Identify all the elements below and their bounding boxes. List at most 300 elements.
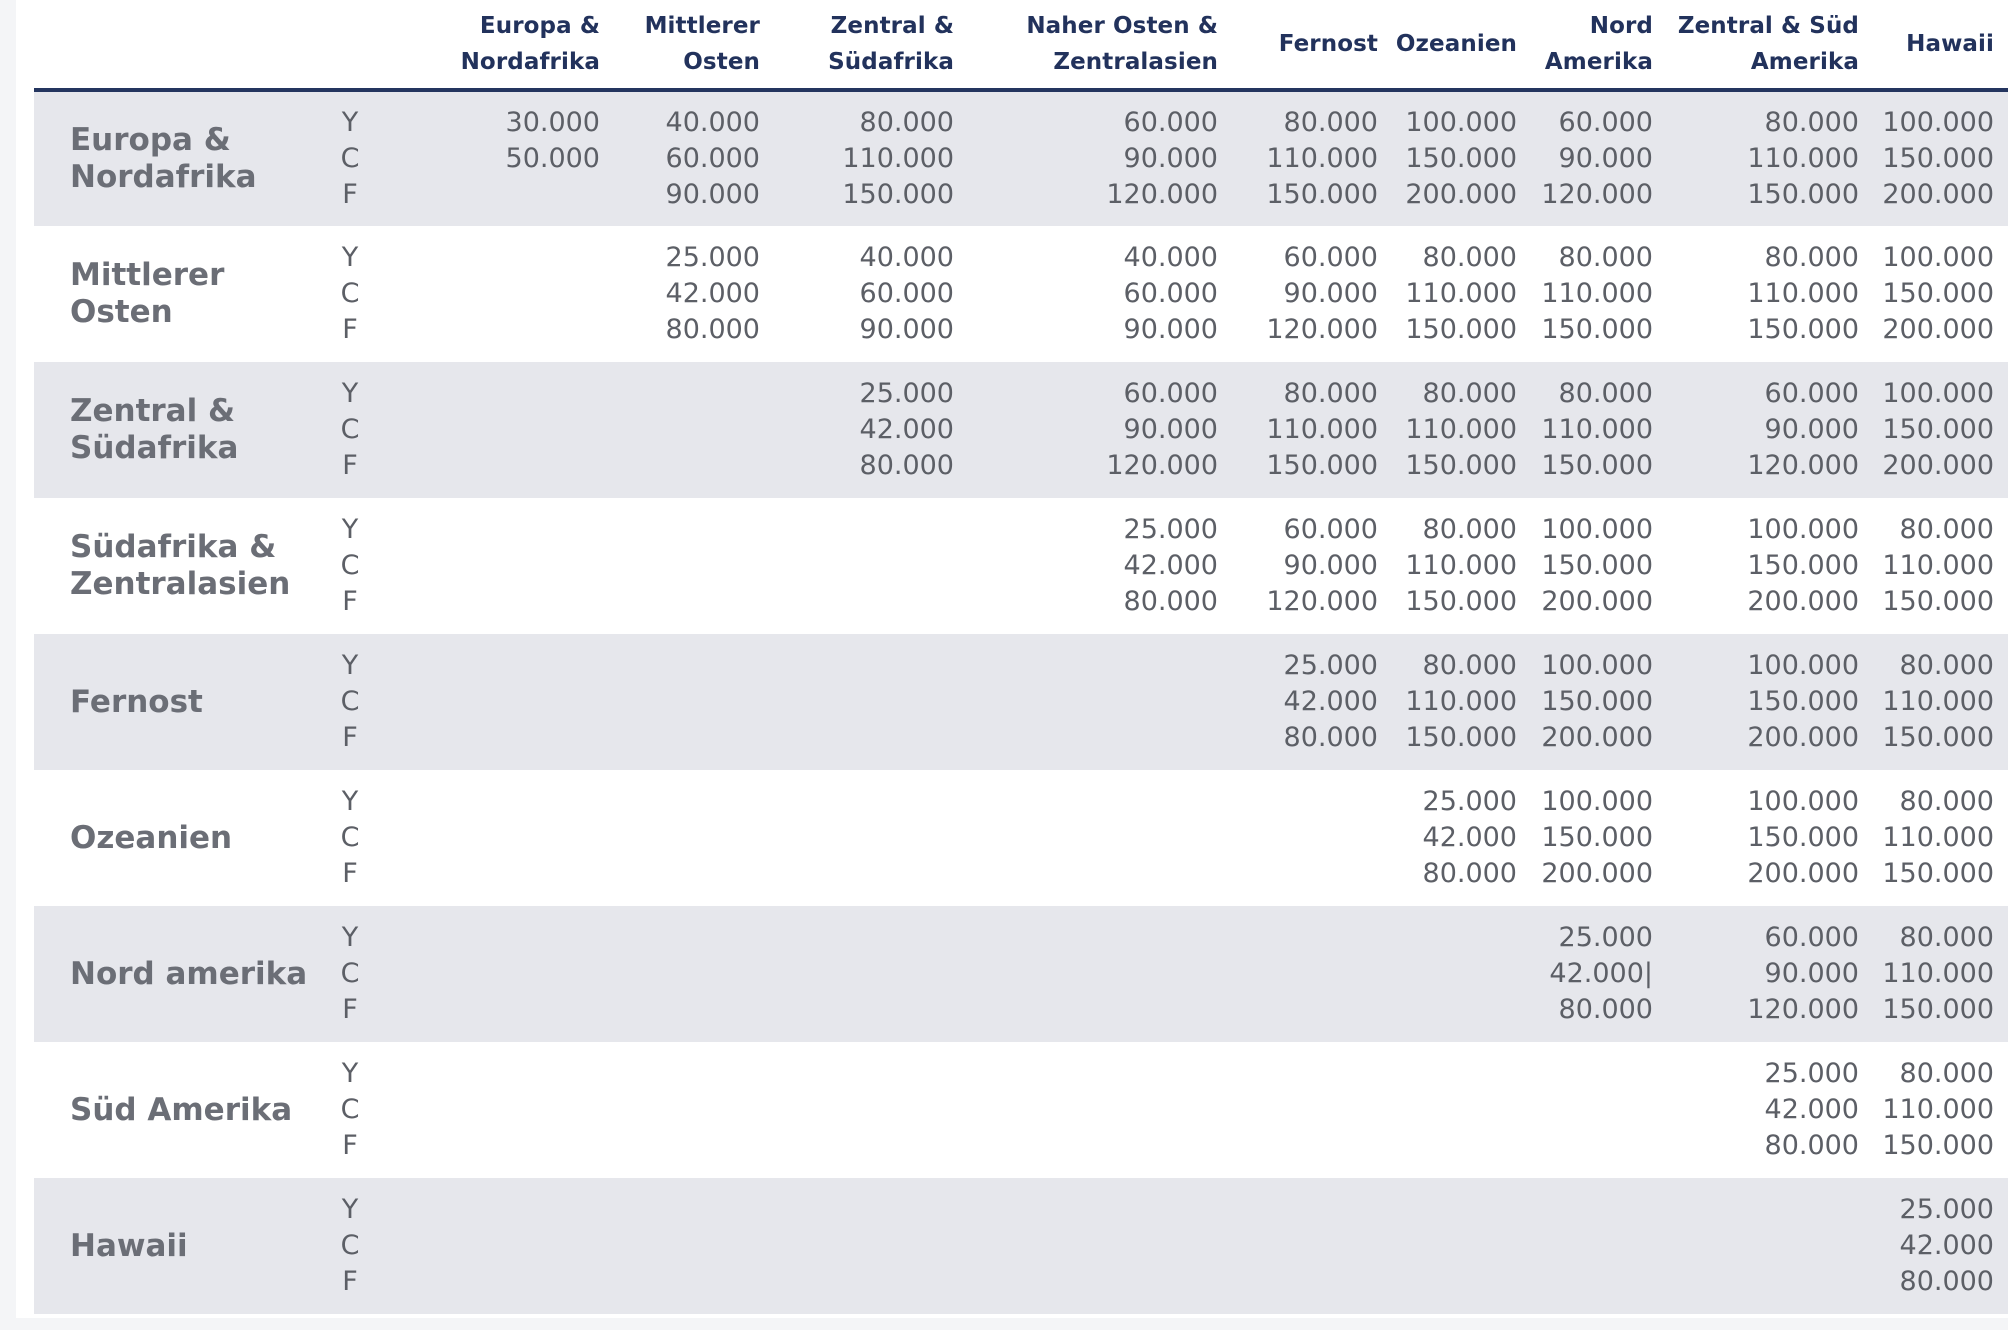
miles-value [968,1128,1218,1164]
column-header [774,0,968,90]
class-labels-cell [330,498,370,634]
value-cell [614,498,774,634]
miles-value [614,584,760,620]
miles-value [614,1092,760,1128]
miles-value [1232,920,1378,956]
miles-value: 200.000 [1405,179,1517,210]
miles-value: 100.000 [1541,786,1653,817]
miles-value: 200.000 [1747,722,1859,753]
miles-value [614,412,760,448]
value-cell [968,1178,1232,1314]
award-table [34,0,2008,1314]
miles-value [1392,920,1517,956]
value-cell [968,362,1232,498]
value-cell [370,770,614,906]
value-cell [1873,90,2008,226]
value-cell [370,362,614,498]
miles-value: 80.000 [1422,378,1517,409]
miles-value [614,820,760,856]
value-cell [614,90,774,226]
miles-value: 110.000 [1541,414,1653,445]
miles-value [1232,1056,1378,1092]
value-cell [1531,1042,1667,1178]
class-label: F [342,179,358,210]
value-cell [968,226,1232,362]
class-label: F [342,994,358,1025]
column-header-label: Nord Amerika [1544,13,1653,75]
table-row [34,362,2008,498]
miles-value [370,720,600,756]
miles-value [968,992,1218,1028]
class-header-cell [330,0,370,90]
miles-value: 100.000 [1882,378,1994,409]
miles-value: 150.000 [1541,450,1653,481]
miles-value: 150.000 [1405,143,1517,174]
miles-value: 60.000 [1123,278,1218,309]
value-cell [968,90,1232,226]
miles-value: 80.000 [1422,514,1517,545]
miles-value [1232,1228,1378,1264]
miles-value [968,1264,1218,1300]
class-label: C [340,1094,360,1125]
value-cell [1232,1042,1392,1178]
miles-value: 80.000 [1283,378,1378,409]
miles-value [370,584,600,620]
miles-value [614,856,760,892]
miles-value [370,920,600,956]
class-label: C [340,414,360,445]
miles-value: 150.000 [1541,550,1653,581]
value-cell [1232,770,1392,906]
value-cell [1232,634,1392,770]
miles-value: 42.000 [1422,822,1517,853]
miles-value [774,1092,954,1128]
miles-value [1531,1264,1653,1300]
miles-value [774,1192,954,1228]
value-cell [614,1042,774,1178]
miles-value: 200.000 [1882,179,1994,210]
miles-value [614,1264,760,1300]
miles-value [614,1128,760,1164]
column-header-label: Zentral & Südafrika [828,13,954,75]
miles-value: 120.000 [1747,450,1859,481]
miles-value [1232,1092,1378,1128]
class-labels-cell [330,1042,370,1178]
class-label: Y [341,378,359,409]
row-region-label: Süd Amerika [70,1091,293,1128]
class-label: C [340,1230,360,1261]
row-region-label: Fernost [70,683,203,720]
miles-value [968,720,1218,756]
class-label: F [342,586,358,617]
miles-value: 80.000 [1764,107,1859,138]
miles-value [774,820,954,856]
miles-value: 100.000 [1882,107,1994,138]
column-header [1531,0,1667,90]
miles-value: 90.000 [859,314,954,345]
class-label: Y [341,1194,359,1225]
row-region-cell [34,90,330,226]
miles-value: 25.000 [1764,1058,1859,1089]
value-cell [1667,226,1873,362]
miles-value: 80.000 [1899,922,1994,953]
column-header-label: Mittlerer Osten [644,13,760,75]
miles-value: 42.000 [1283,686,1378,717]
miles-value [774,856,954,892]
value-cell [1873,1178,2008,1314]
miles-value: 80.000 [1422,650,1517,681]
miles-value: 100.000 [1405,107,1517,138]
miles-value: 150.000 [1747,179,1859,210]
value-cell [968,906,1232,1042]
class-label: F [342,858,358,889]
column-header [1232,0,1392,90]
miles-value: 110.000 [842,143,954,174]
miles-value: 150.000 [1882,722,1994,753]
class-label: Y [341,1058,359,1089]
miles-value: 150.000 [1541,822,1653,853]
table-row [34,498,2008,634]
miles-value [370,177,600,213]
miles-value [614,376,760,412]
miles-value: 40.000 [665,107,760,138]
miles-value: 200.000 [1882,314,1994,345]
left-gutter [0,0,16,1330]
row-region-cell [34,634,330,770]
value-cell [614,906,774,1042]
miles-value [774,784,954,820]
miles-value: 200.000 [1541,722,1653,753]
value-cell [1392,770,1531,906]
class-label: Y [341,242,359,273]
class-label: Y [341,650,359,681]
value-cell [968,1042,1232,1178]
value-cell [1232,906,1392,1042]
miles-value [614,1228,760,1264]
value-cell [1873,226,2008,362]
value-cell [1667,362,1873,498]
miles-value: 150.000 [1266,179,1378,210]
miles-value: 150.000 [1882,586,1994,617]
miles-value [774,920,954,956]
miles-value [370,1228,600,1264]
miles-value [774,512,954,548]
header-row [34,0,2008,90]
column-header [968,0,1232,90]
miles-value [968,684,1218,720]
miles-value [1392,1192,1517,1228]
miles-value: 110.000 [1266,414,1378,445]
value-cell [1667,1042,1873,1178]
class-labels-cell [330,362,370,498]
value-cell [1392,634,1531,770]
column-header [1392,0,1531,90]
table-row [34,906,2008,1042]
row-region-label: Nord amerika [70,955,308,992]
miles-value [774,1264,954,1300]
miles-value [774,1056,954,1092]
miles-value: 110.000 [1405,550,1517,581]
miles-value: 80.000 [1899,1058,1994,1089]
miles-value: 60.000 [1283,514,1378,545]
value-cell [1392,1042,1531,1178]
row-region-cell [34,362,330,498]
row-region-cell [34,1042,330,1178]
value-cell [1667,90,1873,226]
miles-value [614,648,760,684]
miles-value: 100.000 [1541,514,1653,545]
miles-value: 80.000 [1283,107,1378,138]
value-cell [1232,90,1392,226]
class-label: F [342,450,358,481]
miles-value: 90.000 [665,179,760,210]
miles-value: 200.000 [1882,450,1994,481]
miles-value: 60.000 [1123,378,1218,409]
row-region-label: Europa & Nordafrika [70,122,257,195]
value-cell [1531,770,1667,906]
miles-value [774,648,954,684]
value-cell [1392,362,1531,498]
miles-value: 42.000| [1549,958,1653,989]
miles-value [968,1228,1218,1264]
value-cell [774,498,968,634]
miles-value: 80.000 [1283,722,1378,753]
class-label: C [340,278,360,309]
row-region-cell [34,226,330,362]
miles-value: 120.000 [1266,314,1378,345]
miles-value [614,548,760,584]
miles-value [370,1192,600,1228]
miles-value: 110.000 [1266,143,1378,174]
class-label: F [342,1130,358,1161]
column-header-label: Fernost [1278,31,1378,57]
column-header [1667,0,1873,90]
miles-value: 90.000 [1764,414,1859,445]
miles-value: 120.000 [1106,450,1218,481]
value-cell [370,1042,614,1178]
value-cell [614,770,774,906]
miles-value [614,1192,760,1228]
miles-value: 80.000 [1422,242,1517,273]
miles-value: 90.000 [1558,143,1653,174]
miles-value: 110.000 [1882,686,1994,717]
column-header-label: Ozeanien [1395,31,1517,57]
class-labels-cell [330,770,370,906]
miles-value: 150.000 [1747,686,1859,717]
miles-value [774,1128,954,1164]
miles-value: 60.000 [665,143,760,174]
value-cell [1531,226,1667,362]
table-body [34,90,2008,1314]
miles-value: 150.000 [1405,314,1517,345]
class-labels-cell [330,226,370,362]
value-cell [1873,634,2008,770]
miles-value: 150.000 [1882,143,1994,174]
value-cell [774,226,968,362]
miles-value: 90.000 [1283,278,1378,309]
class-label: Y [341,107,359,138]
miles-value [370,376,600,412]
value-cell [1531,498,1667,634]
miles-value [1531,1128,1653,1164]
column-header [1873,0,2008,90]
miles-value [1392,992,1517,1028]
miles-value: 90.000 [1283,550,1378,581]
value-cell [1531,1178,1667,1314]
table-row [34,1178,2008,1314]
value-cell [774,634,968,770]
column-header-label: Zentral & Süd Amerika [1677,13,1859,75]
miles-value: 110.000 [1882,822,1994,853]
miles-value: 42.000 [665,278,760,309]
miles-value: 25.000 [1899,1194,1994,1225]
class-label: Y [341,514,359,545]
miles-value: 100.000 [1541,650,1653,681]
miles-value: 25.000 [1558,922,1653,953]
miles-value [1531,1192,1653,1228]
table-row [34,1042,2008,1178]
miles-value: 80.000 [1123,586,1218,617]
class-label: F [342,722,358,753]
miles-value [1232,1264,1378,1300]
class-label: C [340,958,360,989]
value-cell [370,906,614,1042]
miles-value [370,312,600,348]
miles-value: 150.000 [1747,550,1859,581]
value-cell [1392,90,1531,226]
table-header [34,0,2008,90]
miles-value: 80.000 [1899,650,1994,681]
value-cell [1667,634,1873,770]
miles-value [370,1056,600,1092]
miles-value: 60.000 [1558,107,1653,138]
value-cell [774,906,968,1042]
miles-value [370,548,600,584]
miles-value [1531,1056,1653,1092]
miles-value [614,956,760,992]
value-cell [370,498,614,634]
miles-value [370,992,600,1028]
row-region-cell [34,906,330,1042]
miles-value [370,856,600,892]
miles-value [774,956,954,992]
value-cell [1667,906,1873,1042]
miles-value [1232,956,1378,992]
value-cell [1667,498,1873,634]
miles-value: 42.000 [1764,1094,1859,1125]
miles-value: 120.000 [1106,179,1218,210]
miles-value: 110.000 [1405,686,1517,717]
value-cell [1531,90,1667,226]
miles-value: 50.000 [505,143,600,174]
miles-value [1392,1128,1517,1164]
value-cell [1531,634,1667,770]
miles-value [968,1092,1218,1128]
row-region-cell [34,498,330,634]
miles-value [1232,856,1378,892]
column-header [614,0,774,90]
table-row [34,90,2008,226]
value-cell [1873,362,2008,498]
miles-value: 110.000 [1882,550,1994,581]
bottom-strip [0,1318,2008,1330]
value-cell [1531,362,1667,498]
miles-value [1392,1092,1517,1128]
miles-value [614,784,760,820]
miles-value: 110.000 [1882,958,1994,989]
miles-value [370,1128,600,1164]
miles-value: 40.000 [859,242,954,273]
miles-value: 110.000 [1882,1094,1994,1125]
miles-value: 120.000 [1541,179,1653,210]
value-cell [1232,226,1392,362]
value-cell [1873,498,2008,634]
miles-value [614,720,760,756]
miles-value: 80.000 [859,450,954,481]
miles-value [614,512,760,548]
miles-value: 42.000 [1123,550,1218,581]
miles-value [370,956,600,992]
row-region-label: Ozeanien [70,819,233,856]
column-header-label: Europa & Nordafrika [460,13,600,75]
miles-value [774,720,954,756]
miles-value [1232,992,1378,1028]
miles-value: 90.000 [1764,958,1859,989]
miles-value: 100.000 [1882,242,1994,273]
miles-value [370,240,600,276]
miles-value [1392,1264,1517,1300]
value-cell [1667,1178,1873,1314]
miles-value: 150.000 [842,179,954,210]
miles-value: 80.000 [1558,378,1653,409]
row-region-label: Mittlerer Osten [70,257,225,330]
column-header-label: Hawaii [1906,31,1994,57]
miles-value: 90.000 [1123,414,1218,445]
value-cell [774,1042,968,1178]
miles-value: 150.000 [1882,858,1994,889]
value-cell [1232,498,1392,634]
miles-value [370,512,600,548]
value-cell [614,1178,774,1314]
miles-value [774,684,954,720]
value-cell [1392,226,1531,362]
miles-value: 110.000 [1747,143,1859,174]
row-region-label: Zentral & Südafrika [70,393,239,466]
miles-value [1232,1128,1378,1164]
miles-value: 80.000 [1558,242,1653,273]
miles-value: 80.000 [1899,514,1994,545]
value-cell [774,90,968,226]
value-cell [370,90,614,226]
miles-value [614,448,760,484]
miles-value [614,992,760,1028]
miles-value: 110.000 [1747,278,1859,309]
miles-value: 110.000 [1405,278,1517,309]
value-cell [370,1178,614,1314]
miles-value [1392,956,1517,992]
value-cell [614,226,774,362]
miles-value [968,956,1218,992]
class-label: Y [341,922,359,953]
miles-value: 150.000 [1541,686,1653,717]
miles-value: 42.000 [859,414,954,445]
column-header-label: Naher Osten & Zentralasien [1026,13,1218,75]
class-label: C [340,550,360,581]
value-cell [1873,770,2008,906]
value-cell [1667,770,1873,906]
miles-value [968,1192,1218,1228]
value-cell [614,634,774,770]
